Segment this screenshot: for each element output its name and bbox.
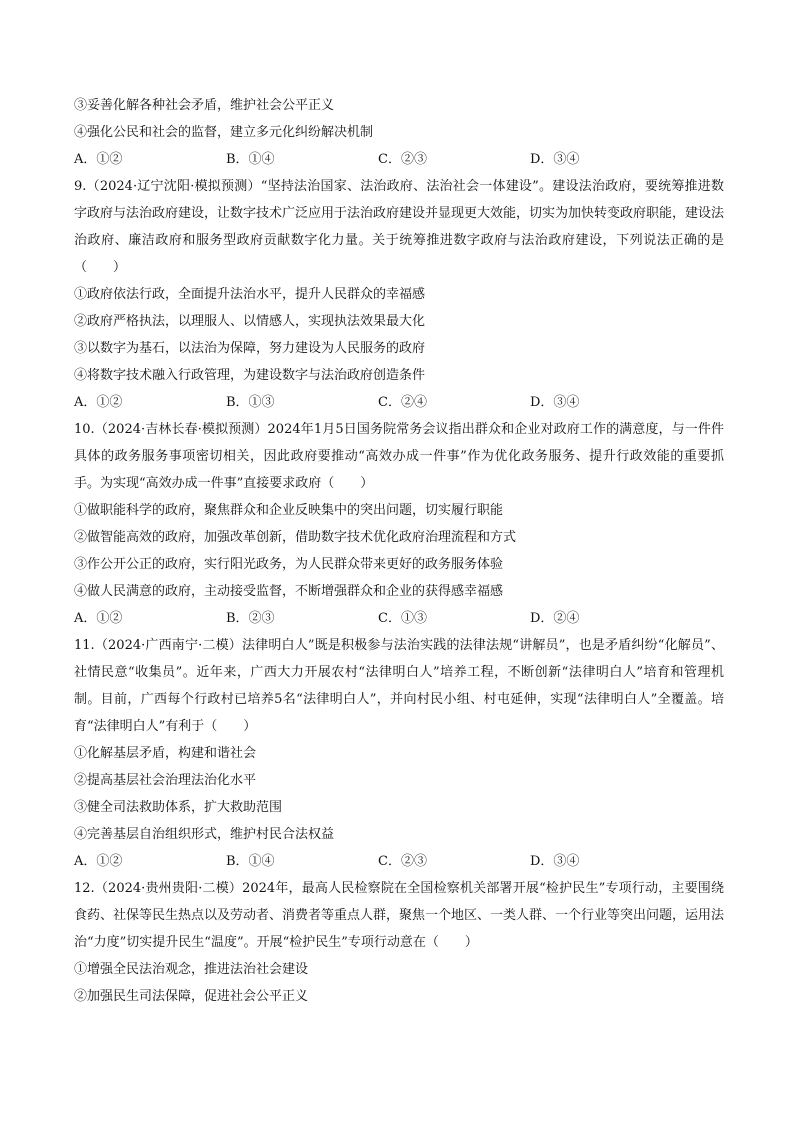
q9-choice-a[interactable]: A．①② — [74, 395, 123, 410]
q10-answer-choices — [74, 605, 724, 632]
q10-stem: 10.（2024·吉林长春·模拟预测）2024年1月5日国务院常务会议指出群众和企业对政府工作的满意度，与一件件具体的政务服务事项密切相关，因此政府要推动“高效办成一件事”作为优化政务服务、提升行政效能的重要抓手。为实现“高效办成一件事”直接要求政府（ ） — [74, 422, 724, 491]
q11-choice-b[interactable]: B．①④ — [226, 854, 275, 869]
q9-stem: 9.（2024·辽宁沈阳·模拟预测）“坚持法治国家、法治政府、法治社会一体建设”。建设法治政府，要统筹推进数字政府与法治政府建设，让数字技术广泛应用于法治政府建设并显现更大效能，切实为加快转变政府职能，建设法治政府、廉洁政府和服务型政府贡献数字化力量。关于统筹推进数字政府与法治政府建设，下列说法正确的是（ ） — [74, 179, 725, 275]
question-8 — [74, 92, 724, 173]
q10-choice-d[interactable]: D．②④ — [530, 611, 580, 626]
q10-choice-a[interactable]: A．①② — [74, 611, 123, 626]
q11-choice-d[interactable]: D．③④ — [530, 854, 580, 869]
q8-option-4: ④强化公民和社会的监督，建立多元化纠纷解决机制 — [74, 125, 374, 140]
q8-choice-a[interactable]: A．①② — [74, 152, 123, 167]
q11-answer-choices — [74, 848, 724, 875]
q8-option-3: ③妥善化解各种社会矛盾，维护社会公平正义 — [74, 98, 335, 113]
q9-option-3: ③以数字为基石，以法治为保障，努力建设为人民服务的政府 — [74, 341, 426, 356]
q9-option-4: ④将数字技术融入行政管理，为建设数字与法治政府创造条件 — [74, 368, 426, 383]
exam-page — [74, 92, 724, 1010]
q8-choice-d[interactable]: D．③④ — [530, 152, 580, 167]
q11-option-3: ③健全司法救助体系，扩大救助范围 — [74, 800, 283, 815]
q10-option-2: ②做智能高效的政府，加强改革创新，借助数字技术优化政府治理流程和方式 — [74, 530, 517, 545]
q11-option-4: ④完善基层自治组织形式，维护村民合法权益 — [74, 827, 335, 842]
q10-option-1: ①做职能科学的政府，聚焦群众和企业反映集中的突出问题，切实履行职能 — [74, 503, 504, 518]
q10-choice-b[interactable]: B．②③ — [226, 611, 275, 626]
q9-option-2: ②政府严格执法，以理服人、以情感人，实现执法效果最大化 — [74, 314, 426, 329]
question-12 — [74, 875, 724, 1010]
q9-answer-choices — [74, 389, 724, 416]
q11-option-2: ②提高基层社会治理法治化水平 — [74, 773, 257, 788]
q10-option-3: ③作公开公正的政府，实行阳光政务，为人民群众带来更好的政务服务体验 — [74, 557, 504, 572]
q9-option-1: ①政府依法行政，全面提升法治水平，提升人民群众的幸福感 — [74, 287, 426, 302]
question-9 — [74, 173, 724, 416]
q10-option-4: ④做人民满意的政府，主动接受监督，不断增强群众和企业的获得感幸福感 — [74, 584, 504, 599]
q11-stem: 11.（2024·广西南宁·二模）法律明白人”既是积极参与法治实践的法律法规“讲解员”，也是矛盾纠纷“化解员”、社情民意“收集员”。近年来，广西大力开展农村“法律明白人”培养工程，不断创新“法律明白人”培育和管理机制。目前，广西每个行政村已培养5名“法律明白人”，并向村民小组、村屯延伸，实现“法律明白人”全覆盖。培育“法律明白人”有利于（ ） — [74, 638, 724, 734]
q12-stem: 12.（2024·贵州贵阳·二模）2024年，最高人民检察院在全国检察机关部署开展“检护民生”专项行动，主要围绕食药、社保等民生热点以及劳动者、消费者等重点人群，聚焦一个地区、一类人群、一个行业等突出问题，运用法治“力度”切实提升民生“温度”。开展“检护民生”专项行动意在（ ） — [74, 881, 725, 950]
q8-choice-c[interactable]: C．②③ — [378, 152, 427, 167]
q11-choice-c[interactable]: C．②③ — [378, 854, 427, 869]
q11-option-1: ①化解基层矛盾，构建和谐社会 — [74, 746, 257, 761]
q12-option-1: ①增强全民法治观念，推进法治社会建设 — [74, 962, 309, 977]
question-11 — [74, 632, 724, 875]
q12-option-2: ②加强民生司法保障，促进社会公平正义 — [74, 989, 309, 1004]
q8-choice-b[interactable]: B．①④ — [226, 152, 275, 167]
q9-choice-d[interactable]: D．③④ — [530, 395, 580, 410]
q11-choice-a[interactable]: A．①② — [74, 854, 123, 869]
q9-choice-c[interactable]: C．②④ — [378, 395, 427, 410]
q8-answer-choices — [74, 146, 724, 173]
question-10 — [74, 416, 724, 632]
q10-choice-c[interactable]: C．①③ — [378, 611, 427, 626]
q9-choice-b[interactable]: B．①③ — [226, 395, 275, 410]
